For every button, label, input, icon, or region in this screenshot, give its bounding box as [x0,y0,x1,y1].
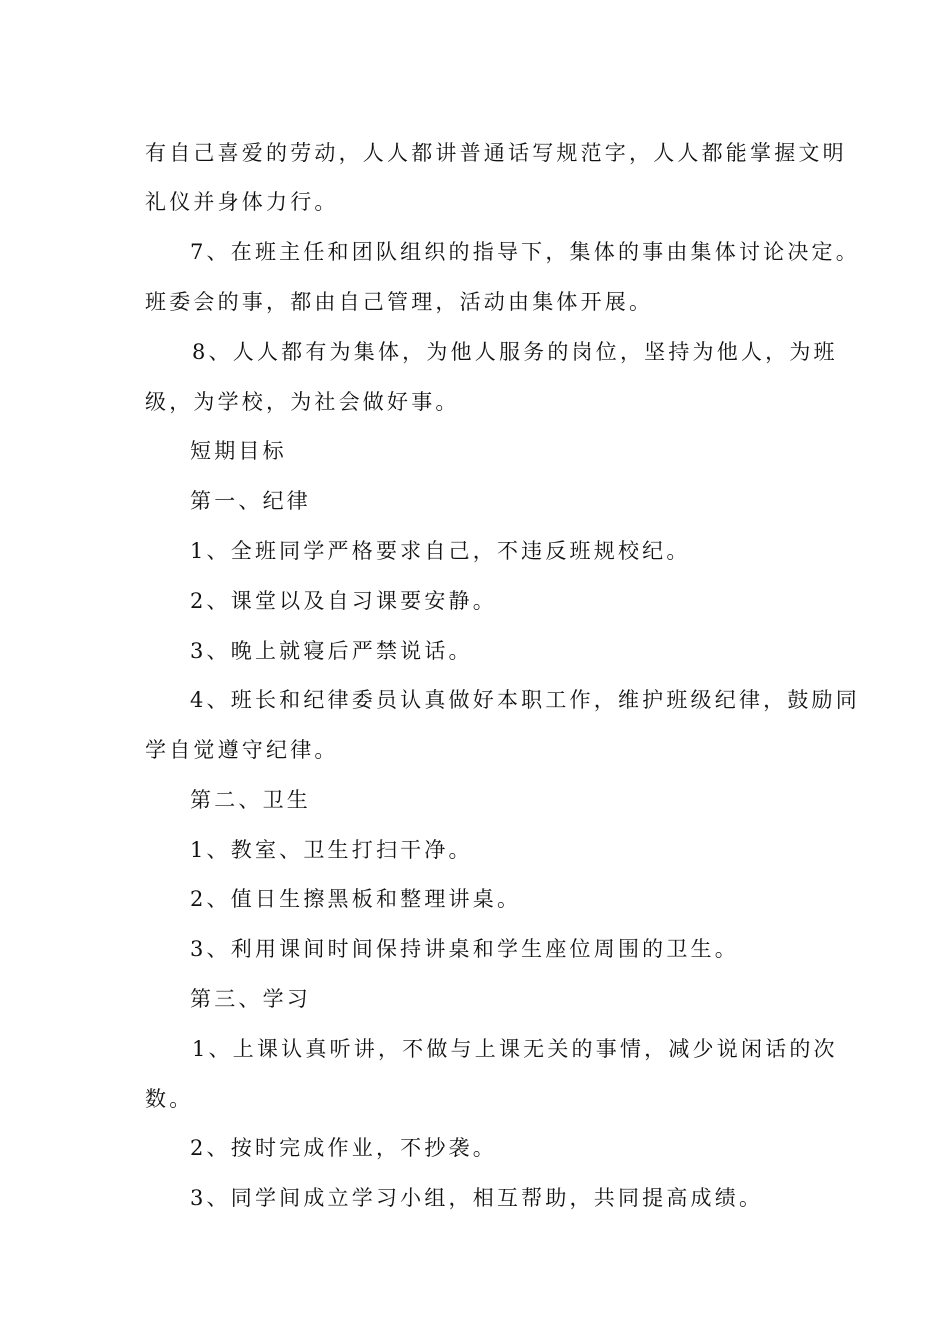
paragraph-line: 8、人人都有为集体，为他人服务的岗位，坚持为他人，为班 [192,340,838,364]
list-item-continuation: 数。 [145,1087,194,1111]
list-item: 4、班长和纪律委员认真做好本职工作，维护班级纪律，鼓励同 [190,688,860,712]
paragraph-line: 级，为学校，为社会做好事。 [145,390,460,414]
list-item: 2、值日生擦黑板和整理讲桌。 [190,887,522,911]
list-item-continuation: 学自觉遵守纪律。 [145,738,339,762]
list-item: 3、晚上就寝后严禁说话。 [190,639,473,663]
paragraph-line: 有自己喜爱的劳动，人人都讲普通话写规范字，人人都能掌握文明 [145,141,847,165]
list-item: 3、同学间成立学习小组，相互帮助，共同提高成绩。 [190,1186,764,1210]
list-item: 1、上课认真听讲，不做与上课无关的事情，减少说闲话的次 [192,1037,838,1061]
list-item: 1、教室、卫生打扫干净。 [190,838,473,862]
paragraph-line: 7、在班主任和团队组织的指导下，集体的事由集体讨论决定。 [190,240,860,264]
paragraph-line: 礼仪并身体力行。 [145,190,339,214]
section-heading: 第三、学习 [190,987,311,1011]
list-item: 1、全班同学严格要求自己，不违反班规校纪。 [190,539,691,563]
section-heading: 短期目标 [190,439,287,463]
list-item: 3、利用课间时间保持讲桌和学生座位周围的卫生。 [190,937,739,961]
list-item: 2、课堂以及自习课要安静。 [190,589,497,613]
list-item: 2、按时完成作业，不抄袭。 [190,1136,497,1160]
section-heading: 第二、卫生 [190,788,311,812]
section-heading: 第一、纪律 [190,489,311,513]
paragraph-line: 班委会的事，都由自己管理，活动由集体开展。 [145,290,654,314]
